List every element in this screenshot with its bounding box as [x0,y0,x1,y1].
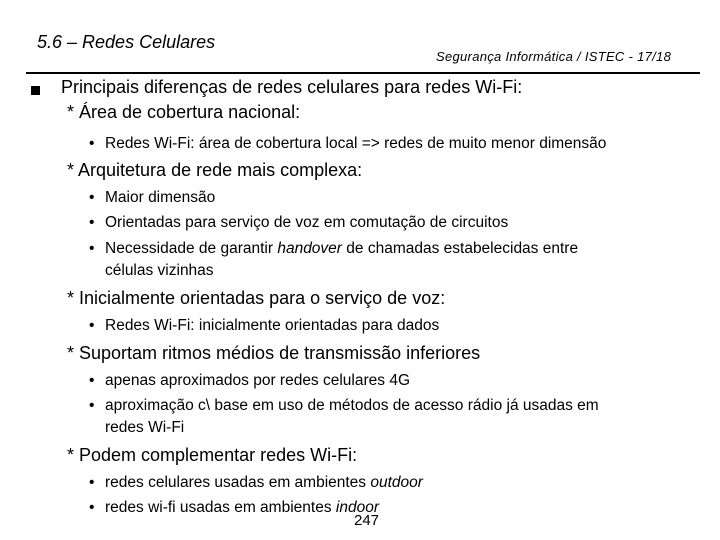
list-item: • redes wi-fi usadas em ambientes indoor [89,499,379,516]
list-item: • Redes Wi-Fi: inicialmente orientadas para dados [89,317,440,334]
list-item: • Orientadas para serviço de voz em comutação de circuitos [89,214,509,231]
section-heading-architecture: * Arquitetura de rede mais complexa: [67,160,363,180]
list-item: • Necessidade de garantir handover de chamadas estabelecidas entre [89,240,579,257]
list-item: • redes celulares usadas em ambientes outdoor [89,474,423,491]
list-item: • Maior dimensão [89,189,216,206]
bullet-dot-icon: • [89,214,95,231]
main-point: Principais diferenças de redes celulares para redes Wi-Fi: [61,77,523,97]
bullet-dot-icon: • [89,397,95,414]
list-item: • aproximação c\ base em uso de métodos de acesso rádio já usadas em [89,397,599,414]
bullet-dot-icon: • [89,240,95,257]
section-heading-coverage: * Área de cobertura nacional: [67,102,301,122]
handover-term: handover [277,240,342,257]
page-number: 247 [354,512,380,529]
header-divider [26,72,700,74]
list-item-continuation: células vizinhas [105,262,214,279]
list-item-continuation: redes Wi-Fi [105,419,185,436]
bullet-dot-icon: • [89,474,95,491]
bullet-dot-icon: • [89,135,95,152]
slide-title: 5.6 – Redes Celulares [37,32,216,52]
bullet-dot-icon: • [89,189,95,206]
section-heading-rates: * Suportam ritmos médios de transmissão inferiores [67,343,481,363]
bullet-dot-icon: • [89,499,95,516]
section-heading-voice: * Inicialmente orientadas para o serviço de voz: [67,288,446,308]
section-heading-complement: * Podem complementar redes Wi-Fi: [67,445,358,465]
indoor-term: indoor [335,499,379,516]
outdoor-term: outdoor [370,474,423,491]
list-item: • Redes Wi-Fi: área de cobertura local => redes de muito menor dimensão [89,135,607,152]
square-bullet-icon [31,86,40,95]
course-header: Segurança Informática / ISTEC - 17/18 [436,49,672,64]
bullet-dot-icon: • [89,317,95,334]
list-item: • apenas aproximados por redes celulares 4G [89,372,411,389]
bullet-dot-icon: • [89,372,95,389]
